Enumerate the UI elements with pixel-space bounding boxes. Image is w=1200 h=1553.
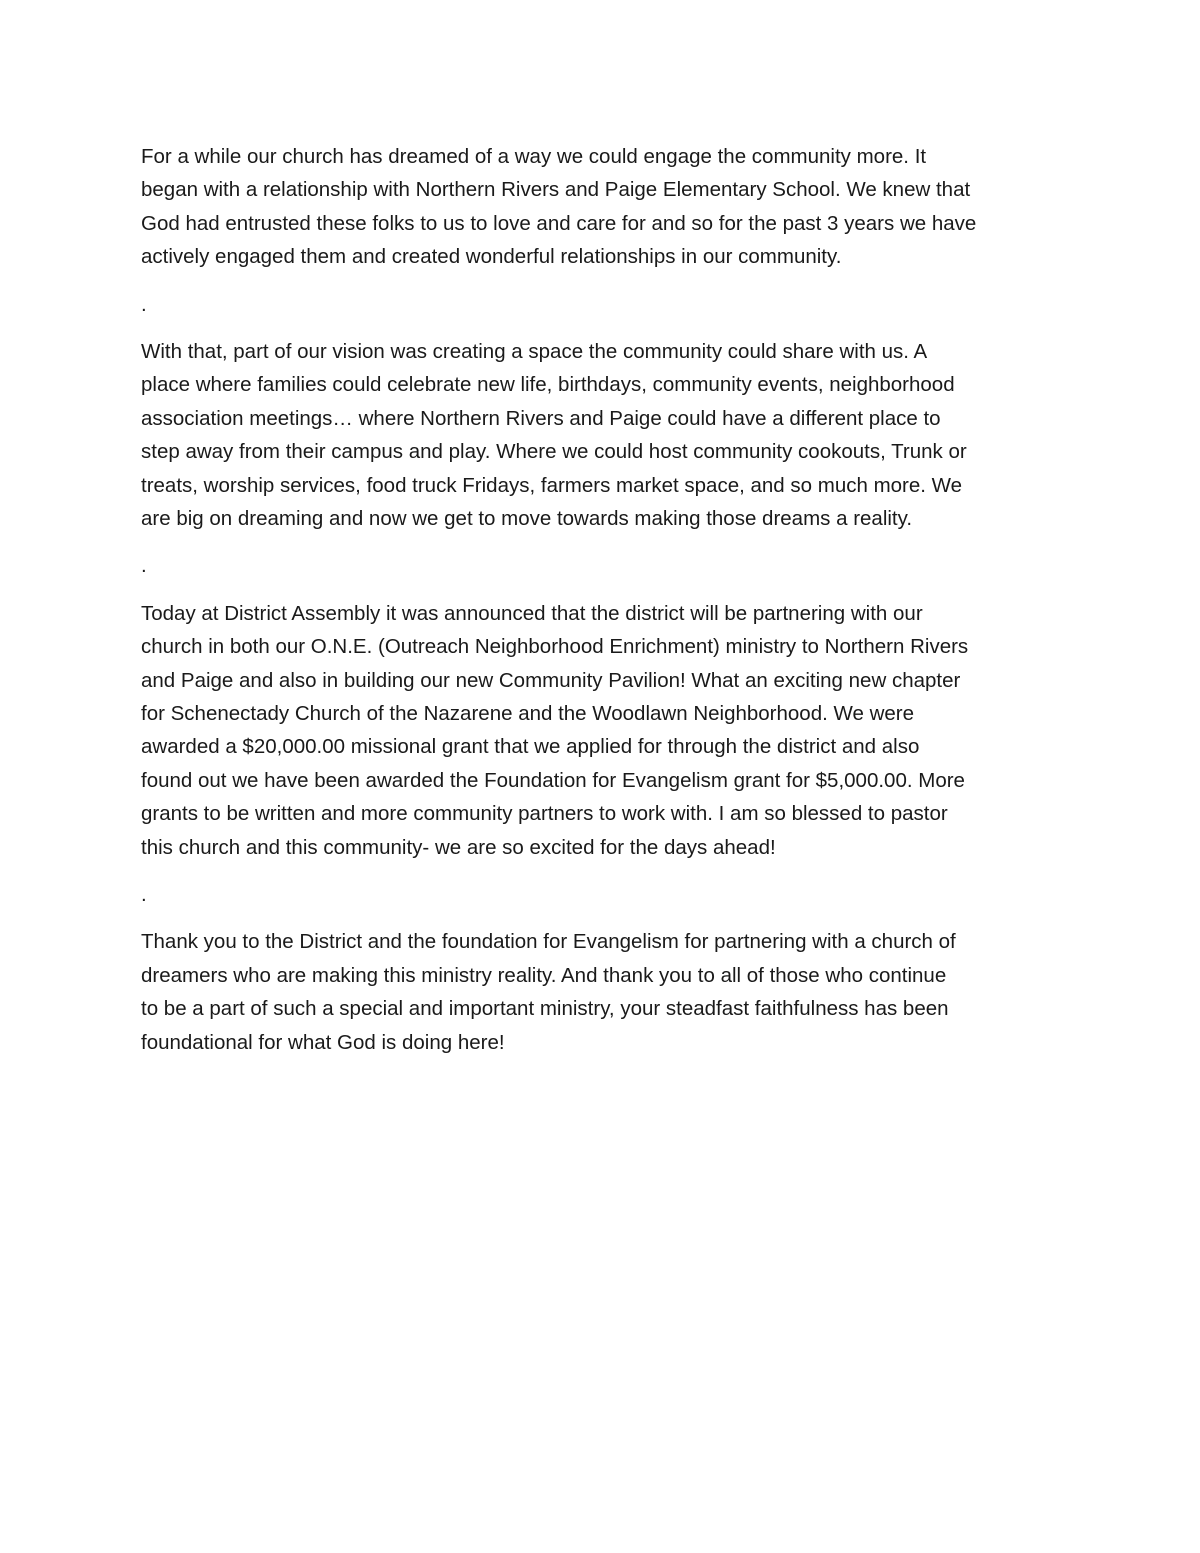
separator-dot: . — [141, 554, 147, 578]
paragraph-community-dream: For a while our church has dreamed of a way we could engage the community more. It began with a relationship with Northern Rivers and Paige Elementary School. We knew that God had entrusted these folks to us to love and care for and so for the past 3 years we have actively engaged them and created wonderful relationships in our community. — [141, 145, 977, 269]
separator-dot: . — [141, 883, 147, 907]
paragraph-vision: With that, part of our vision was creating a space the community could share with us. A place where families could celebrate new life, birthdays, community events, neighborhood association meetings… where Northern Rivers and Paige could have a different place to step away from their campus and play. Where we could host community cookouts, Trunk or treats, worship services, food truck Fridays, farmers market space, and so much more. We are big on dreaming and now we get to move towards making those dreams a reality. — [141, 340, 967, 531]
separator-dot: . — [141, 292, 147, 316]
document-body — [141, 140, 1071, 1059]
paragraph-district-assembly: Today at District Assembly it was announced that the district will be partnering with our church in both our O.N.E. (Outreach Neighborhood Enrichment) ministry to Northern Rivers and Paige and also in building our new Community Pavilion! What an exciting new chapter for Schenectady Church of the Nazarene and the Woodlawn Neighborhood. We were awarded a $20,000.00 missional grant that we applied for through the district and also found out we have been awarded the Foundation for Evangelism grant for $5,000.00. More grants to be written and more community partners to work with. I am so blessed to pastor this church and this community- we are so excited for the days ahead! — [141, 601, 969, 859]
paragraph-thank-you: Thank you to the District and the foundation for Evangelism for partnering with a church of dreamers who are making this ministry reality. And thank you to all of those who continue to be a part of such a special and important ministry, your steadfast faithfulness has been foundational for what God is doing here! — [141, 930, 956, 1054]
